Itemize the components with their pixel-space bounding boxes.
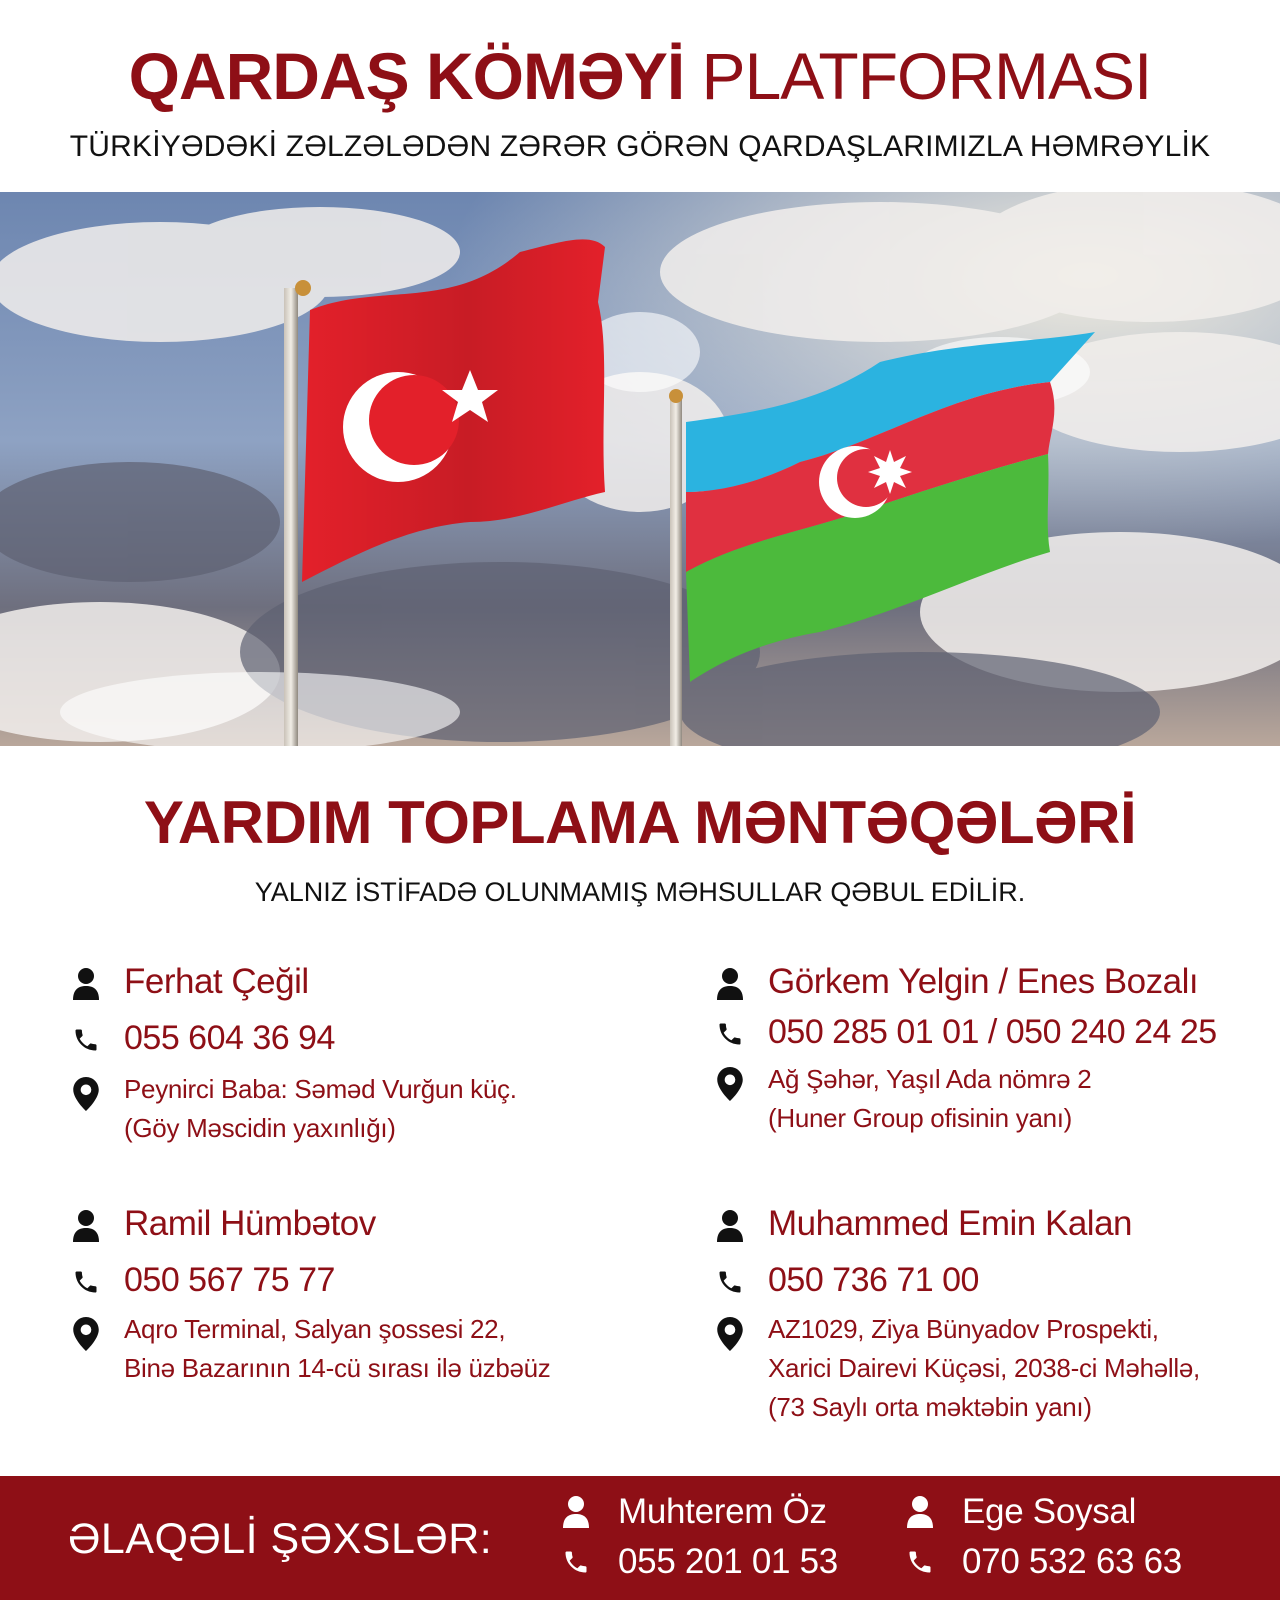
person-icon	[712, 966, 748, 1002]
page-subtitle: TÜRKİYƏDƏKİ ZƏLZƏLƏDƏN ZƏRƏR GÖRƏN QARDAŞLARIMIZLA HƏMRƏYLİK	[69, 130, 1211, 163]
title-bold: QARDAŞ KÖMƏYİ	[128, 39, 685, 113]
flags-hero-image	[0, 192, 1280, 746]
address-line: (Huner Group ofisinin yanı)	[768, 1103, 1073, 1133]
location-pin-icon	[712, 1066, 748, 1102]
collection-point	[712, 962, 1280, 1146]
address-line: Xarici Dairevi Küçəsi, 2038-ci Məhəllə,	[768, 1353, 1200, 1383]
collection-point	[712, 1204, 1280, 1428]
person-icon	[902, 1494, 938, 1530]
phone-icon	[902, 1544, 938, 1580]
contact-phone[interactable]: 050 567 75 77	[124, 1261, 335, 1299]
phone-icon	[712, 1264, 748, 1300]
contact-name: Ramil Hümbətov	[124, 1204, 376, 1243]
address-line: Aqro Terminal, Salyan şossesi 22,	[124, 1314, 506, 1344]
address-line: Binə Bazarının 14-cü sırası ilə üzbəüz	[124, 1353, 551, 1383]
footer-contact-phone	[902, 1542, 1182, 1582]
location-pin-icon	[712, 1316, 748, 1352]
phone-icon	[558, 1544, 594, 1580]
contact-phone[interactable]: 050 736 71 00	[768, 1261, 979, 1299]
collection-point	[68, 962, 668, 1146]
collection-points-title: YARDIM TOPLAMA MƏNTƏQƏLƏRİ	[143, 789, 1137, 856]
footer-contact-name	[558, 1492, 827, 1532]
address-line: (73 Saylı orta məktəbin yanı)	[768, 1392, 1092, 1422]
azerbaijan-flagpole	[670, 398, 682, 746]
phone-icon	[712, 1016, 748, 1052]
contact-name: Ferhat Çeğil	[124, 962, 309, 1001]
collection-point	[68, 1204, 668, 1388]
contacts-footer	[0, 1476, 1280, 1600]
person-icon	[68, 966, 104, 1002]
phone-icon	[68, 1264, 104, 1300]
contact-phone[interactable]: 050 285 01 01 / 050 240 24 25	[768, 1013, 1217, 1051]
turkey-flagpole	[284, 288, 298, 746]
footer-contact-phone	[558, 1542, 838, 1582]
title-light: PLATFORMASI	[701, 39, 1152, 113]
address-line: Peynirci Baba: Səməd Vurğun küç.	[124, 1074, 517, 1104]
address-line: AZ1029, Ziya Bünyadov Prospekti,	[768, 1314, 1159, 1344]
contact-phone[interactable]: 070 532 63 63	[962, 1542, 1182, 1581]
page-title	[0, 36, 1280, 116]
person-icon	[712, 1208, 748, 1244]
address-line: Ağ Şəhər, Yaşıl Ada nömrə 2	[768, 1064, 1092, 1094]
header	[0, 0, 1280, 192]
contact-name: Ege Soysal	[962, 1492, 1137, 1531]
contact-phone[interactable]: 055 604 36 94	[124, 1019, 335, 1057]
phone-icon	[68, 1022, 104, 1058]
person-icon	[68, 1208, 104, 1244]
location-pin-icon	[68, 1316, 104, 1352]
contact-name: Muhterem Öz	[618, 1492, 827, 1531]
footer-label: ƏLAQƏLİ ŞƏXSLƏR:	[68, 1515, 493, 1563]
location-pin-icon	[68, 1076, 104, 1112]
contact-name: Muhammed Emin Kalan	[768, 1204, 1132, 1243]
collection-points-note: YALNIZ İSTİFADƏ OLUNMAMIŞ MƏHSULLAR QƏBUL EDİLİR.	[254, 877, 1026, 907]
footer-contact-name	[902, 1492, 1136, 1532]
contact-name: Görkem Yelgin / Enes Bozalı	[768, 962, 1199, 1001]
person-icon	[558, 1494, 594, 1530]
address-line: (Göy Məscidin yaxınlığı)	[124, 1113, 396, 1143]
contact-phone[interactable]: 055 201 01 53	[618, 1542, 838, 1581]
